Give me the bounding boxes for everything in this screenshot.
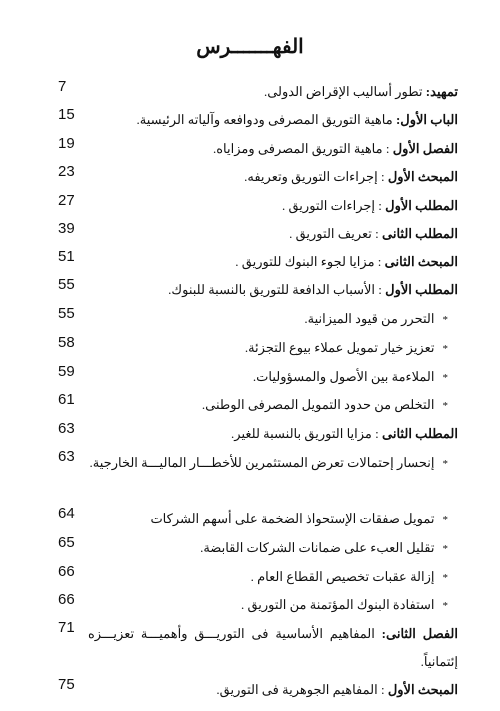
toc-row — [58, 303, 458, 331]
toc-row — [58, 617, 458, 675]
toc-title: الفهـــــــرس — [196, 34, 304, 58]
bullet-icon: * — [442, 458, 448, 470]
page-number: 75 — [58, 676, 75, 693]
toc-row — [58, 446, 458, 504]
toc-entry — [98, 364, 458, 391]
toc-row — [58, 76, 458, 104]
entry-text: المفاهيم الأساسية فى التوريـــق وأهميـــة تعزيـــزه إئتمانياً. — [88, 626, 458, 669]
toc-row — [58, 218, 458, 246]
bullet-icon: * — [442, 400, 448, 412]
toc-entry — [88, 449, 458, 478]
toc-entry — [98, 421, 458, 446]
page-number: 55 — [58, 276, 75, 293]
entry-text: استفادة البنوك المؤتمنة من التوريق . — [240, 597, 435, 612]
toc-entry — [98, 335, 458, 362]
entry-text: إزالة عقبات تخصيص القطاع العام . — [250, 569, 435, 584]
page-number: 66 — [58, 591, 75, 608]
page-number: 27 — [58, 192, 75, 209]
entry-label: المطلب الأول — [385, 282, 458, 297]
page-number: 65 — [58, 534, 75, 551]
entry-text: تعزيز خيار تمويل عملاء بيوع التجزئة. — [244, 340, 435, 355]
entry-label: الفصل الثانى: — [381, 626, 458, 641]
page-number: 51 — [58, 248, 75, 265]
toc-entry — [98, 392, 458, 419]
toc-row — [58, 561, 458, 589]
entry-text: تقليل العبء على ضمانات الشركات القابضة. — [200, 540, 435, 555]
entry-text: : مزايا التوريق بالنسبة للغير. — [231, 426, 383, 441]
toc-row — [58, 503, 458, 531]
entry-text: : إجراءات التوريق وتعريفه. — [244, 169, 388, 184]
toc-entry — [98, 136, 458, 161]
bullet-icon: * — [442, 572, 448, 584]
entry-label: المطلب الأول — [385, 198, 458, 213]
entry-label: الفصل الأول — [392, 141, 458, 156]
toc-entry — [98, 79, 458, 104]
toc-entry — [98, 592, 458, 619]
page-number: 61 — [58, 391, 75, 408]
toc-entry — [98, 564, 458, 591]
toc-row — [58, 161, 458, 189]
entry-label: المطلب الثانى — [382, 226, 458, 241]
entry-text: تمويل صفقات الإستحواذ الضخمة على أسهم الشركات — [150, 511, 435, 526]
entry-label: المبحث الثانى — [384, 254, 458, 269]
page-number: 59 — [58, 363, 75, 380]
toc-row — [58, 133, 458, 161]
page-number: 15 — [58, 106, 75, 123]
page-number: 7 — [58, 78, 67, 95]
page-number: 55 — [58, 305, 75, 322]
toc-entry — [88, 620, 458, 676]
entry-text: : إجراءات التوريق . — [281, 198, 386, 213]
entry-label: تمهيد: — [425, 84, 458, 99]
toc-entry — [98, 306, 458, 333]
page-number: 64 — [58, 505, 75, 522]
toc-row — [58, 246, 458, 274]
toc-entry — [98, 221, 458, 246]
toc-entry — [98, 277, 458, 302]
toc-row — [58, 418, 458, 446]
entry-text: التحرر من قيود الميزانية. — [304, 311, 435, 326]
entry-text: الملاءمة بين الأصول والمسؤوليات. — [252, 369, 435, 384]
toc-row — [58, 674, 458, 702]
toc-row — [58, 104, 458, 132]
entry-label: المطلب الثانى — [382, 426, 458, 441]
page-number: 39 — [58, 220, 75, 237]
toc-row — [58, 190, 458, 218]
bullet-icon: * — [442, 543, 448, 555]
entry-text: تطور أساليب الإقراض الدولى. — [263, 84, 426, 99]
bullet-icon: * — [442, 314, 448, 326]
toc-entry — [98, 193, 458, 218]
toc-entry — [98, 535, 458, 562]
page-number: 19 — [58, 135, 75, 152]
entry-text: : الأسباب الدافعة للتوريق بالنسبة للبنوك. — [168, 282, 386, 297]
page-number: 63 — [58, 448, 75, 465]
toc-entry — [98, 249, 458, 274]
entry-text: : ماهية التوريق المصرفى ومزاياه. — [212, 141, 393, 156]
page-number: 71 — [58, 619, 75, 636]
toc-entry — [98, 164, 458, 189]
toc-entry — [98, 677, 458, 702]
entry-text: التخلص من حدود التمويل المصرفى الوطنى. — [201, 397, 435, 412]
entry-text: إنحسار إحتمالات تعرض المستثمرين للأخطـــار الماليـــة الخارجية. — [89, 455, 435, 470]
page-number: 58 — [58, 334, 75, 351]
toc-entry — [98, 107, 458, 132]
bullet-icon: * — [442, 514, 448, 526]
toc-row — [58, 361, 458, 389]
entry-text: : المفاهيم الجوهرية فى التوريق. — [216, 682, 388, 697]
entry-label: المبحث الأول — [387, 169, 458, 184]
toc-row — [58, 274, 458, 302]
bullet-icon: * — [442, 343, 448, 355]
toc-row — [58, 389, 458, 417]
toc-row — [58, 589, 458, 617]
toc-row — [58, 332, 458, 360]
toc-row — [58, 532, 458, 560]
bullet-icon: * — [442, 372, 448, 384]
entry-label: المبحث الأول — [387, 682, 458, 697]
page-number: 63 — [58, 420, 75, 437]
page-number: 66 — [58, 563, 75, 580]
entry-label: الباب الأول: — [395, 112, 458, 127]
page-number: 23 — [58, 163, 75, 180]
entry-text: : مزايا لجوء البنوك للتوريق . — [235, 254, 385, 269]
toc-entry — [98, 506, 458, 533]
entry-text: : تعريف التوريق . — [289, 226, 383, 241]
entry-text: ماهية التوريق المصرفى ودوافعه وآلياته الرئيسية. — [136, 112, 396, 127]
bullet-icon: * — [442, 600, 448, 612]
